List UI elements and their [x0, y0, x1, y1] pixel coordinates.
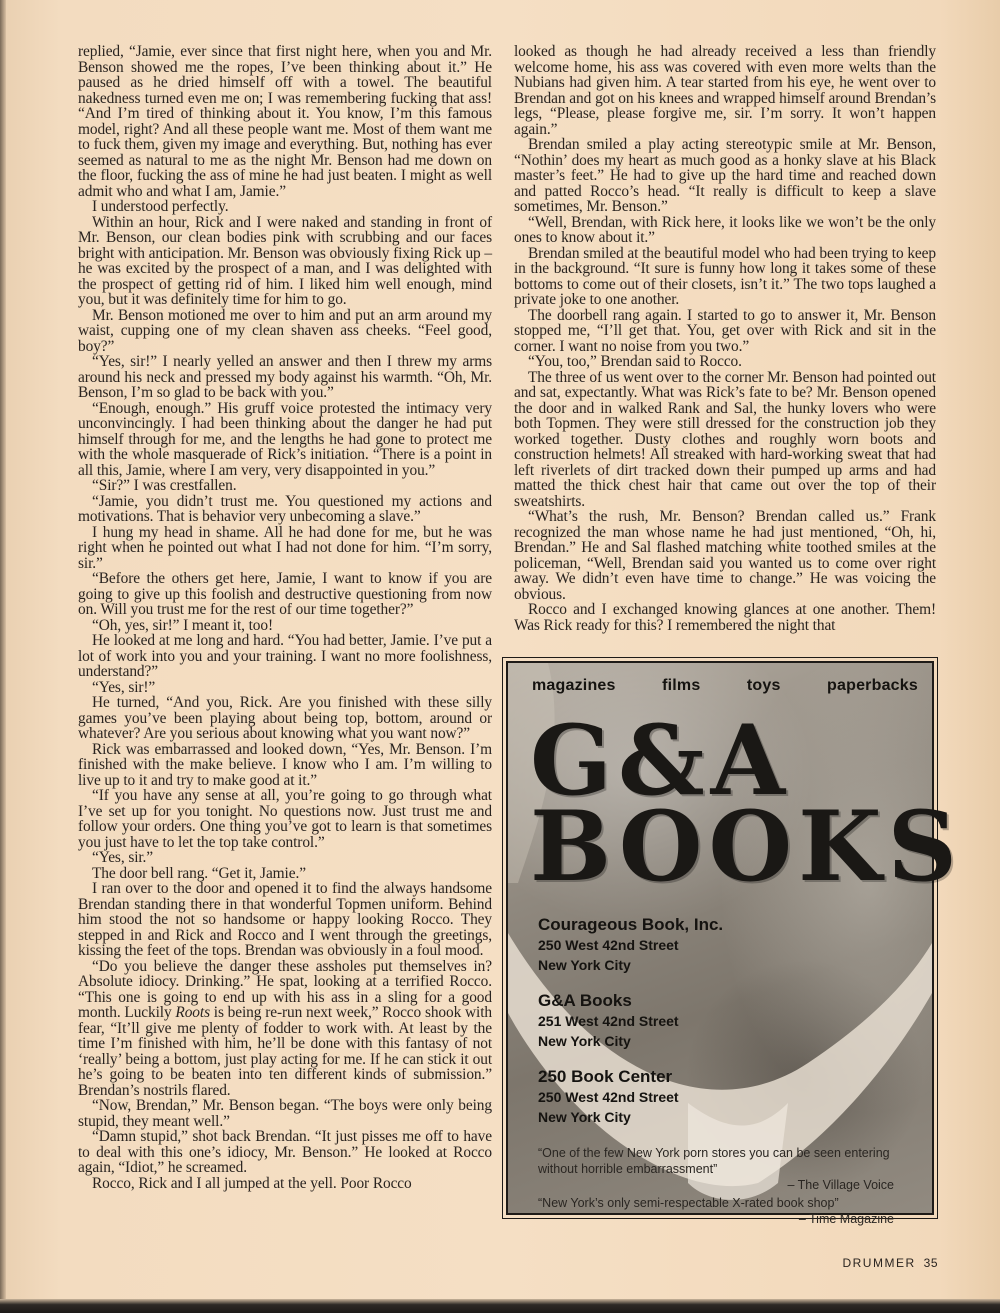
page-number: 35 [923, 1256, 938, 1270]
ad-category: magazines [532, 677, 616, 694]
paragraph [78, 959, 492, 1099]
paragraph: Mr. Benson motioned me over to him and put an arm around my waist, cupping one of my clean shaven ass cheeks. “Feel good, boy?” [78, 306, 492, 355]
store-list [538, 915, 723, 1143]
store-name: Courageous Book, Inc. [538, 915, 724, 934]
paragraph: “Now, Brendan,” Mr. Benson began. “The boys were only being stupid, they meant well.” [78, 1097, 492, 1130]
paragraph: Rocco, Rick and I all jumped at the yell. Poor Rocco [92, 1174, 412, 1192]
magazine-name: DRUMMER [842, 1256, 916, 1270]
paragraph: I ran over to the door and opened it to find the always handsome Brendan standing there in that wonderful Topmen uniform. Behind him stood the not so handsome or happy looking Rocco. They stepped in and Rick and Rocco and I went through the greetings, kissing the feet of the tops. Brendan was obviously in a foul mood. [78, 880, 492, 959]
book-title: Roots [175, 1004, 210, 1021]
paragraph: looked as though he had already received a less than friendly welcome home, his ass was covered with even more welts than the Nubians had given him. A tear started from his eye, he went over to Brendan and got on his knees and wrapped himself around Brendan’s legs, “Please, please forgive me, sir. I’m sorry. It won’t happen again.” [514, 43, 936, 138]
paragraph: “Damn stupid,” shot back Brendan. “It just pisses me off to have to deal with this one’s idiocy, Mr. Benson.” He looked at Rocco again, “Idiot,” he screamed. [78, 1128, 492, 1176]
page-edge [0, 0, 6, 1313]
paragraph: The three of us went over to the corner Mr. Benson had pointed out and sat, expectantly. What was Rick’s fate to be? Mr. Benson opened the door and in walked Rank and Sal, the hunky lovers who were both Topmen. They were still dressed for the construction job they worked together. Dusty clothes and roughly worn boots and construction helmets! All streaked with hard-working sweat that had left riverlets of dirt tracked down their pumped up arms and had matted the thick chest hair that came out over the top of their sweatshirts. [514, 368, 936, 510]
paragraph: Rocco and I exchanged knowing glances at one another. Them! Was Rick ready for this? I remembered the night that [514, 601, 936, 634]
advertisement [506, 661, 963, 1226]
ga-books-logo [530, 704, 963, 903]
store-street: 251 West 42nd Street [538, 1013, 679, 1029]
store-city: New York City [538, 1109, 631, 1125]
ad-category-list [532, 677, 918, 695]
store-entry [538, 915, 723, 975]
paragraph: Brendan smiled at the beautiful model who had been trying to keep in the background. “It sure is funny how long it takes some of these bottoms to come out of their closets, isn’t it.” The two tops laughed a private joke to one another. [514, 244, 936, 308]
ad-category: paperbacks [827, 677, 918, 694]
paragraph: “Jamie, you didn’t trust me. You questioned my actions and motivations. That is behavior very unbecoming a slave.” [78, 492, 492, 525]
paragraph: I hung my head in shame. All he had done for me, but he was right when he pointed out what I had not done for him. “I’m sorry, sir.” [78, 523, 492, 572]
quote-source: – Time Magazine [798, 1212, 894, 1226]
store-entry [538, 991, 723, 1051]
paragraph: “Yes, sir!” I nearly yelled an answer and then I threw my arms around his neck and pressed my body against his warmth. “Oh, Mr. Benson, I’m so glad to be back with you.” [78, 353, 492, 401]
paragraph: He turned, “And you, Rick. Are you finished with these silly games you’ve been playing about being top, bottom, around or whatever? Are you serious about knowing what you want now?” [78, 694, 492, 742]
paragraph: Within an hour, Rick and I were naked and standing in front of Mr. Benson, our clean bodies pink with scrubbing and our faces bright with anticipation. Mr. Benson was obviously fixing Rick up – he was excited by the prospect of a man, and I was delighted with the prospect of getting rid of him. I liked him well enough, mind you, but it was definitely time for him to go. [78, 213, 492, 308]
store-name: G&A Books [538, 991, 632, 1010]
paragraph: “Yes, sir!” [92, 678, 156, 696]
store-city: New York City [538, 957, 631, 973]
paragraph: I understood perfectly. [92, 198, 229, 215]
paragraph: “Before the others get here, Jamie, I want to know if you are going to give up this foolish and destructive questioning from now on. Will you trust me for the rest of our time together?” [78, 570, 492, 618]
store-street: 250 West 42nd Street [538, 1089, 679, 1105]
press-quote: “One of the few New York porn stores you can be seen entering without horrible embarrassment” [538, 1146, 890, 1176]
logo-line: G&A [530, 704, 792, 817]
paragraph: Rick was embarrassed and looked down, “Yes, Mr. Benson. I’m finished with the make believe. I know who I am. I’m willing to live up to it and try to make good at it.” [78, 740, 492, 789]
right-text-column [514, 44, 936, 633]
paragraph: replied, “Jamie, ever since that first night here, when you and Mr. Benson showed me the ropes, I’ve been thinking about it.” He paused as he dried himself off with a towel. The beautiful nakedness turned even me on; I was remembering fucking that ass! “And I’m tired of thinking about it. You know, I’m this famous model, right? And all these people want me. Most of them want me to fuck them, given my image and everything. But, nothing has ever seemed as natural to me as the night Mr. Benson had me down on the floor, fucking the ass of mine he had just beaten. I might as well admit who and what I am, Jamie.” [78, 43, 492, 200]
press-quotes [538, 1143, 894, 1227]
store-name: 250 Book Center [538, 1067, 673, 1086]
paragraph: “Oh, yes, sir!” I meant it, too! [92, 616, 274, 634]
paragraph: He looked at me long and hard. “You had better, Jamie. I’ve put a lot of work into you and your training. I want no more foolishness, understand?” [78, 632, 492, 680]
page-edge [0, 1299, 1000, 1313]
paragraph: The doorbell rang again. I started to go to answer it, Mr. Benson stopped me, “I’ll get that. You, get over with Rick and sit in the corner. I want no noise from you two.” [514, 306, 936, 355]
left-text-column [78, 44, 492, 1191]
logo-line: BOOKS [530, 790, 963, 903]
paragraph: “If you have any sense at all, you’re going to go through what I’ve set up for you tonight. No questions now. Just trust me and follow your orders. One thing you’ve got to learn is that sometimes you just have to let the top take control.” [78, 787, 492, 851]
paragraph: “Sir?” I was crestfallen. [92, 477, 237, 494]
paragraph: “Well, Brendan, with Rick here, it looks like we won’t be the only ones to know about it.” [514, 213, 936, 246]
paragraph: Brendan smiled a play acting stereotypic smile at Mr. Benson, “Nothin’ does my heart as much good as a honky slave at his Black master’s feet.” He had to give up the hard time and reached down and patted Rocco’s head. “It really is difficult to keep a slave sometimes, Mr. Benson.” [514, 136, 936, 215]
press-quote: “New York’s only semi-respectable X-rated book shop” [538, 1196, 839, 1210]
store-entry [538, 1067, 723, 1127]
paragraph: “Yes, sir.” [92, 849, 154, 866]
paragraph: “You, too,” Brendan said to Rocco. [528, 353, 742, 370]
paragraph: “Enough, enough.” His gruff voice protested the intimacy very unconvincingly. I had been thinking about the danger he had put himself through for me, and the lengths he had gone to protect me with the whole masquerade of Rick’s initiation. “There is a point in all this, Jamie, where I am very, very disappointed in you.” [78, 399, 492, 479]
ad-category: toys [746, 677, 781, 694]
paragraph: “What’s the rush, Mr. Benson? Brendan called us.” Frank recognized the man whose name he had just mentioned, “Oh, hi, Brendan.” He and Sal flashed matching white toothed smiles at the policeman, “Well, Brendan said you wanted us to come over right away. We didn’t even have time to change.” He was voicing the obvious. [514, 508, 936, 603]
paragraph: The door bell rang. “Get it, Jamie.” [92, 864, 306, 882]
ad-category: films [662, 677, 701, 694]
store-city: New York City [538, 1033, 631, 1049]
store-street: 250 West 42nd Street [538, 937, 679, 953]
paragraph-text: “Do you believe the danger these assholes put themselves in? Absolute idiocy. Drinking.” He spat, looking at a terrified Rocco. “This one is going to end up with his ass in a sling for a good month. Luckily [78, 957, 492, 1021]
page-footer [842, 1256, 938, 1270]
quote-source: – The Village Voice [787, 1178, 894, 1192]
paragraph-text: is being re-run next week,” Rocco shook with fear, “It’ll give me plenty of fodder to work with. At least by the time I’m finished with him, he’ll be done with this fantasy of not ‘really’ being a bottom, just play acting for me. If he can stick it out he’s going to be beaten into ten different kinds of submission.” Brendan’s nostrils flared. [78, 1004, 493, 1099]
